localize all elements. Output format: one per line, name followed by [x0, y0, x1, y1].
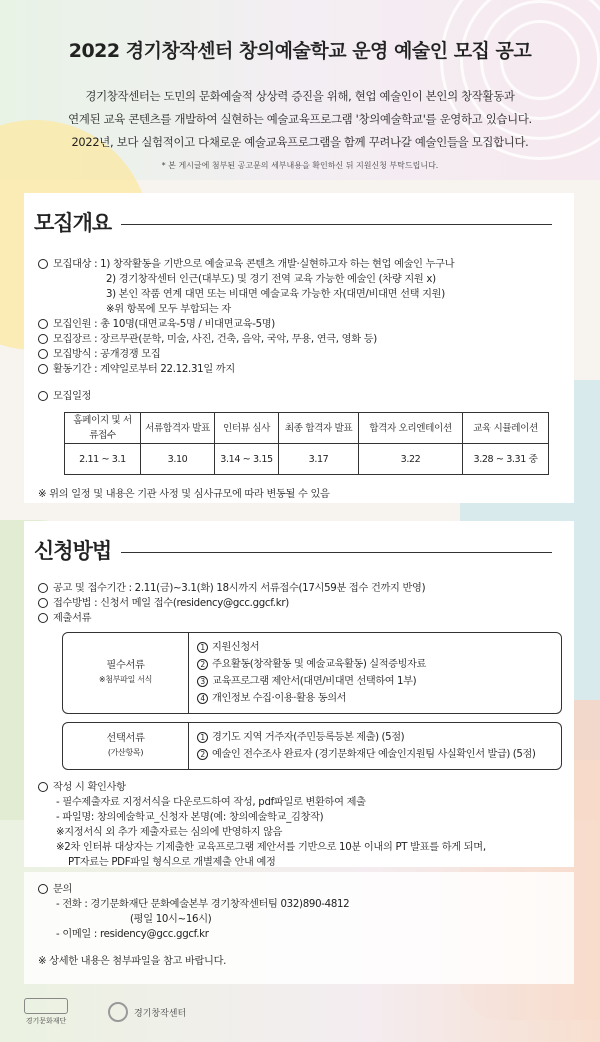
target-line-2: 2) 경기창작센터 인근(대부도) 및 경기 전역 교육 가능한 예술인 (차량 지원 x)	[106, 274, 436, 285]
bullet-icon	[38, 782, 48, 792]
target-note: ※위 항목에 모두 부합되는 자	[106, 304, 231, 315]
schedule-header: 최종 합격자 발표	[279, 413, 359, 444]
ggcf-logo: 경기문화재단	[24, 998, 68, 1026]
contact-phone: - 전화 : 경기문화재단 문화예술본부 경기창작센터팀 032)890-4812	[56, 899, 350, 910]
required-item: 지원신청서	[212, 642, 260, 653]
gcc-logo-icon	[108, 1002, 128, 1022]
check-item: PT자료는 PDF파일 형식으로 개별제출 안내 예정	[68, 857, 276, 868]
application-method-card	[24, 521, 574, 867]
bullet-icon	[38, 259, 48, 269]
bullet-icon	[38, 364, 48, 374]
gcc-logo: 경기창작센터	[108, 1002, 186, 1022]
check-item: ※지정서식 외 추가 제출자료는 심의에 반영하지 않음	[56, 827, 283, 838]
contact-card	[24, 872, 574, 984]
check-item: - 필수제출자료 지정서식을 다운로드하여 작성, pdf파일로 변환하여 제출	[56, 797, 366, 808]
schedule-value: 3.14 ~ 3.15	[215, 444, 279, 475]
contact-note: ※ 상세한 내용은 첨부파일을 참고 바랍니다.	[38, 956, 227, 967]
contact-hours: (평일 10시~16시)	[130, 914, 212, 925]
schedule-value: 3.22	[359, 444, 463, 475]
bullet-icon	[38, 334, 48, 344]
schedule-header: 인터뷰 심사	[215, 413, 279, 444]
bullet-icon	[38, 319, 48, 329]
required-item: 교육프로그램 제안서(대면/비대면 선택하여 1부)	[212, 676, 417, 687]
check-item: ※2차 인터뷰 대상자는 기제출한 교육프로그램 제안서를 기반으로 10분 이내의 PT 발표를 하게 되며,	[56, 842, 486, 853]
optional-docs-box: 선택서류 (가산항목) 1 경기도 지역 거주자(주민등록등본 제출) (5점) 2 예술인 전수조사 완료자 (경기문화재단 예술인지원팀 사실확인서 발급) (5점)	[62, 722, 562, 770]
section-heading-method: 신청방법	[34, 539, 112, 563]
contact-label: 문의	[53, 884, 73, 895]
section-heading-overview: 모집개요	[34, 211, 112, 235]
bullet-icon	[38, 884, 48, 894]
bullet-icon	[38, 391, 48, 401]
required-item: 주요활동(창작활동 및 예술교육활동) 실적증빙자료	[212, 659, 426, 670]
submit-line: 접수방법 : 신청서 메일 접수(residency@gcc.ggcf.kr)	[53, 598, 289, 609]
schedule-header: 합격자 오리엔테이션	[359, 413, 463, 444]
intro-note: * 본 게시글에 첨부된 공고문의 세부내용을 확인하신 뒤 지원신청 부탁드립니다.	[161, 161, 439, 170]
schedule-value: 3.17	[279, 444, 359, 475]
docs-label: 제출서류	[53, 613, 92, 624]
target-line-3: 3) 본인 작품 연계 대면 또는 비대면 예술교육 가능한 자(대면/비대면 선택 지원)	[106, 289, 445, 300]
schedule-header: 홈페이지 및 서류접수	[65, 413, 141, 444]
bullet-icon	[38, 349, 48, 359]
required-item: 개인정보 수집·이용·활용 동의서	[212, 693, 347, 704]
optional-item: 경기도 지역 거주자(주민등록등본 제출) (5점)	[212, 732, 405, 743]
period-line: 활동기간 : 계약일로부터 22.12.31일 까지	[53, 364, 235, 375]
method-line: 모집방식 : 공개경쟁 모집	[53, 349, 161, 360]
schedule-label: 모집일정	[53, 391, 92, 402]
contact-email: - 이메일 : residency@gcc.ggcf.kr	[56, 929, 209, 940]
check-label: 작성 시 확인사항	[53, 782, 126, 793]
schedule-header: 서류합격자 발표	[141, 413, 215, 444]
schedule-table	[64, 412, 549, 475]
footer-logos	[24, 992, 584, 1032]
schedule-note: ※ 위의 일정 및 내용은 기관 사정 및 심사규모에 따라 변동될 수 있음	[38, 489, 330, 500]
check-item: - 파일명: 창의예술학교_신청자 본명(예: 창의예술학교_김창작)	[56, 812, 324, 823]
schedule-value: 3.28 ~ 3.31 중	[463, 444, 549, 475]
optional-item: 예술인 전수조사 완료자 (경기문화재단 예술인지원팀 사실확인서 발급) (5점)	[212, 749, 536, 760]
required-label: 필수서류	[106, 660, 145, 671]
schedule-value: 3.10	[141, 444, 215, 475]
bullet-icon	[38, 598, 48, 608]
ggcf-logo-icon	[24, 998, 68, 1014]
bullet-icon	[38, 583, 48, 593]
required-docs-box: 필수서류 ※첨부파일 서식 1 지원신청서 2 주요활동(창작활동 및 예술교육활동) 실적증빙자료 3 교육프로그램 제안서(대면/비대면 선택하여 1부) 4 개인정보 수집·이용·활용 동의서	[62, 632, 562, 714]
required-sub: ※첨부파일 서식	[98, 675, 153, 684]
bullet-icon	[38, 613, 48, 623]
optional-sub: (가산항목)	[107, 748, 144, 757]
count-line: 모집인원 : 총 10명(대면교육-5명 / 비대면교육-5명)	[53, 319, 275, 330]
genre-line: 모집장르 : 장르무관(문학, 미술, 사진, 건축, 음악, 국악, 무용, 연극, 영화 등)	[53, 334, 377, 345]
optional-label: 선택서류	[106, 733, 145, 744]
page-title: 2022 경기창작센터 창의예술학교 운영 예술인 모집 공고	[68, 40, 532, 62]
schedule-value: 2.11 ~ 3.1	[65, 444, 141, 475]
schedule-header: 교육 시뮬레이션	[463, 413, 549, 444]
deadline-line: 공고 및 접수기간 : 2.11(금)~3.1(화) 18시까지 서류접수(17시59분 접수 건까지 반영)	[53, 583, 426, 594]
target-line: 모집대상 : 1) 창작활동을 기반으로 예술교육 콘텐츠 개발·실현하고자 하는 현업 예술인 누구나	[53, 259, 455, 270]
recruit-overview-card	[24, 193, 574, 503]
intro-text: 경기창작센터는 도민의 문화예술적 상상력 증진을 위해, 현업 예술인이 본인의 창작활동과 연계된 교육 콘텐츠를 개발하여 실현하는 예술교육프로그램 '창의예술학교'를 운영하고 있습니다. 2022년, 보다 실험적이고 다채로운 예술교육프로그램을 함께 꾸려나갈 예술인들을 모집합니다.	[68, 89, 532, 149]
